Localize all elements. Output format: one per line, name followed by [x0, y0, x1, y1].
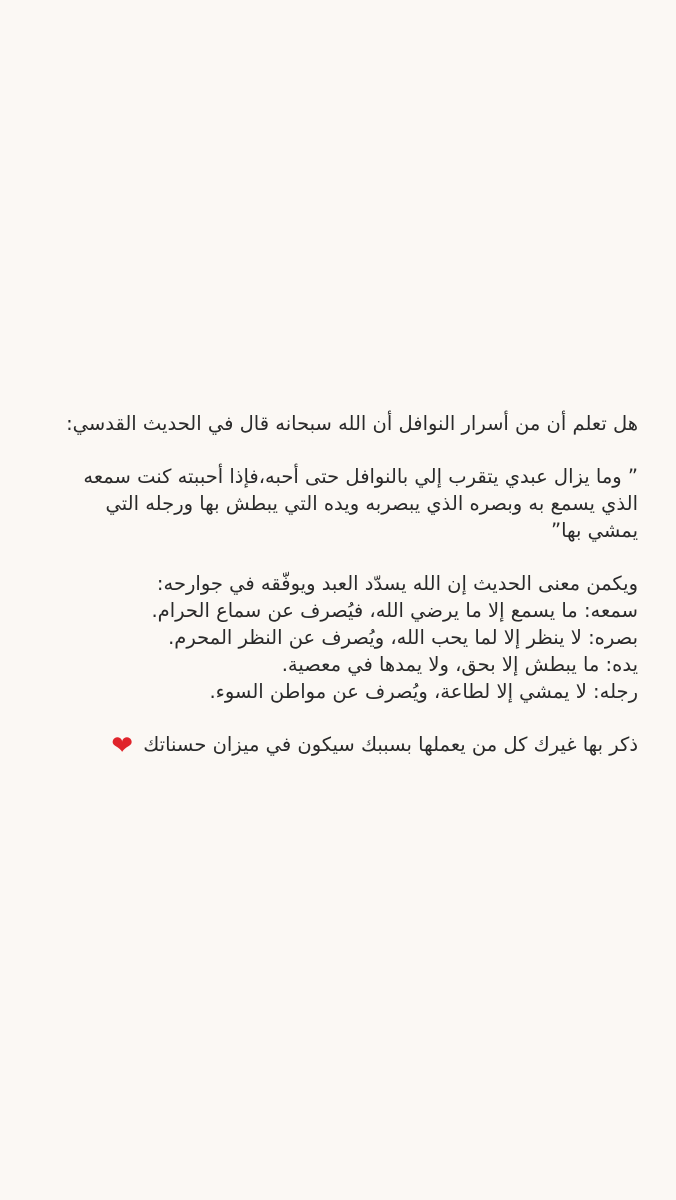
heart-icon: ❤	[111, 731, 134, 761]
intro-line: هل تعلم أن من أسرار النوافل أن الله سبحانه قال في الحديث القدسي:	[66, 412, 638, 435]
closing-line: ذكر بها غيرك كل من يعملها بسببك سيكون في ميزان حسناتك	[143, 733, 638, 756]
hearing-line: سمعه: ما يسمع إلا ما يرضي الله، فيُصرف عن سماع الحرام.	[151, 599, 638, 622]
meaning-intro-line: ويكمن معنى الحديث إن الله يسدّد العبد ويوفّقه في جوارحه:	[156, 572, 638, 595]
hand-line: يده: ما يبطش إلا بحق، ولا يمدها في معصية.	[281, 653, 638, 676]
hadith-paragraph	[50, 463, 638, 544]
hadith-text: ” وما يزال عبدي يتقرب إلي بالنوافل حتى أحبه،فإذا أحببته كنت سمعه الذي يسمع به وبصره الذي يبصربه ويده التي يبطش بها ورجله التي يمشي بها”	[83, 465, 638, 542]
meaning-paragraph	[50, 570, 638, 705]
sight-line: بصره: لا ينظر إلا لما يحب الله، ويُصرف عن النظر المحرم.	[168, 626, 638, 649]
intro-paragraph	[50, 410, 638, 437]
foot-line: رجله: لا يمشي إلا لطاعة، ويُصرف عن مواطن السوء.	[209, 680, 638, 703]
note-text-block	[50, 410, 638, 786]
closing-paragraph	[50, 731, 638, 760]
